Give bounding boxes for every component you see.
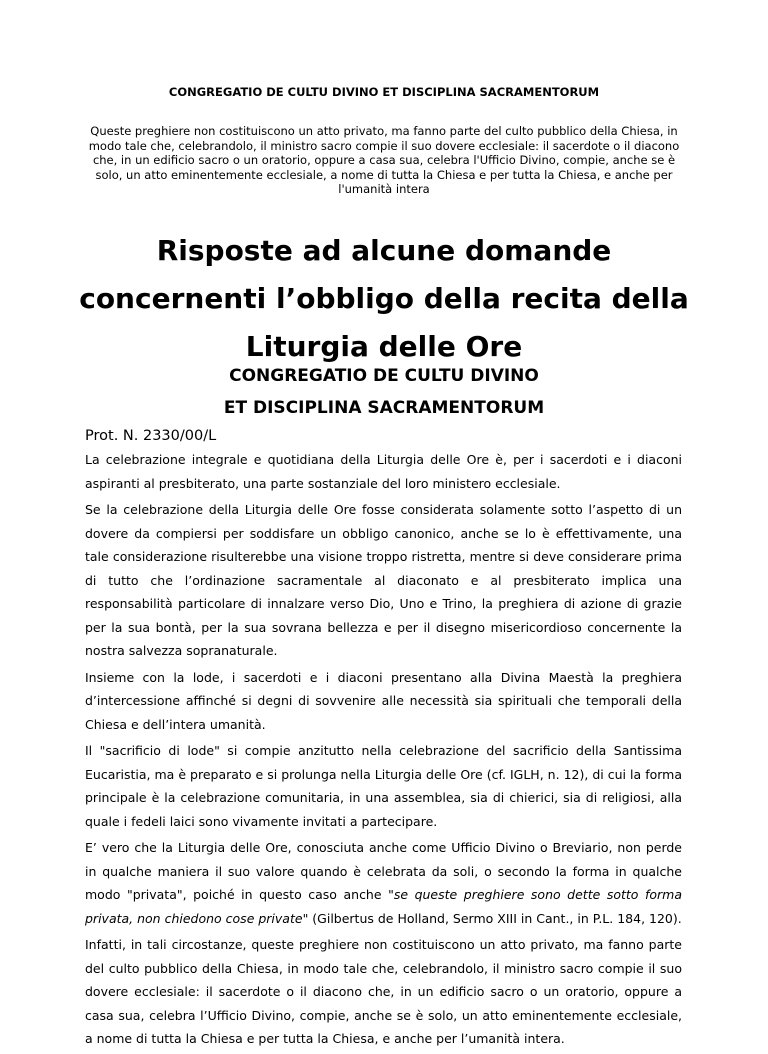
header-title: CONGREGATIO DE CULTU DIVINO ET DISCIPLINA SACRAMENTORUM <box>168 85 600 99</box>
main-title-line-1: Risposte ad alcune domande <box>156 234 612 267</box>
main-title-line-3: Liturgia delle Ore <box>245 330 523 363</box>
main-title-line-2: concernenti l’obbligo della recita della <box>79 282 689 315</box>
paragraph-6: Infatti, in tali circostanze, queste preghiere non costituiscono un atto privato, ma fanno parte del culto pubblico della Chiesa, in modo tale che, celebrandolo, il ministro sacro compie il suo dovere ecclesiale: il sacerdote o il diacono che, in un edificio sacro o un oratorio, oppure a casa sua, celebra l’Ufficio Divino, compie, anche se è solo, un atto eminentemente ecclesiale, a nome di tutta la Chiesa e per tutta la Chiesa, e anche per l’umanità intera. <box>85 937 682 1046</box>
protocol-number: Prot. N. 2330/00/L <box>85 428 217 444</box>
body-text <box>85 448 682 1054</box>
subtitle <box>50 360 718 424</box>
paragraph-5-part-a: E’ vero che la Liturgia delle Ore, conosciuta anche come Ufficio Divino o Breviario, non perde in qualche maniera il suo valore quando è celebrata da soli, o secondo la forma in qualche modo "privata", poiché in questo caso anche " <box>85 840 682 902</box>
paragraph-3: Insieme con la lode, i sacerdoti e i diaconi presentano alla Divina Maestà la preghiera d’intercessione affinché si degni di sovvenire alle necessità sia spirituali che temporali della Chiesa e dell’intera umanità. <box>85 669 682 732</box>
subtitle-line-1: CONGREGATIO DE CULTU DIVINO <box>229 366 539 386</box>
paragraph-1: La celebrazione integrale e quotidiana della Liturgia delle Ore è, per i sacerdoti e i diaconi aspiranti al presbiterato, una parte sostanziale del loro ministero ecclesiale. <box>85 452 682 491</box>
paragraph-2: Se la celebrazione della Liturgia delle Ore fosse considerata solamente sotto l’aspetto di un dovere da compiersi per soddisfare un obbligo canonico, anche se lo è effettivamente, una tale considerazione risulterebbe una visione troppo ristretta, mentre si deve considerare prima di tutto che l’ordinazione sacramentale al diaconato e al presbiterato implica una responsabilità particolare di innalzare verso Dio, Uno e Trino, la preghiera di azione di grazie per la sua bontà, per la sua sovrana bellezza e per il disegno misericordioso concernente la nostra salvezza sopranaturale. <box>85 502 682 658</box>
abstract: Queste preghiere non costituiscono un atto privato, ma fanno parte del culto pubblico della Chiesa, in modo tale che, celebrandolo, il ministro sacro compie il suo dovere ecclesiale: il sacerdote o il diacono che, in un edificio sacro o un oratorio, oppure a casa sua, celebra l'Ufficio Divino, compie, anche se è solo, un atto eminentemente ecclesiale, a nome di tutta la Chiesa e per tutta la Chiesa, e anche per l'umanità intera <box>88 124 680 196</box>
subtitle-line-2: ET DISCIPLINA SACRAMENTORUM <box>223 398 545 418</box>
paragraph-5 <box>85 836 682 930</box>
main-title <box>50 227 718 371</box>
paragraph-4: Il "sacrificio di lode" si compie anzitutto nella celebrazione del sacrificio della Santissima Eucaristia, ma è preparato e si prolunga nella Liturgia delle Ore (cf. IGLH, n. 12), di cui la forma principale è la celebrazione comunitaria, in una assemblea, sia di chierici, sia di religiosi, alla quale i fedeli laici sono vivamente invitati a partecipare. <box>85 743 682 829</box>
paragraph-5-part-b: " (Gilbertus de Holland, Sermo XIII in Cant., in P.L. 184, 120). <box>302 910 682 926</box>
paragraph-5-quote: se queste preghiere sono dette sotto forma privata, non chiedono cose private <box>85 887 682 926</box>
